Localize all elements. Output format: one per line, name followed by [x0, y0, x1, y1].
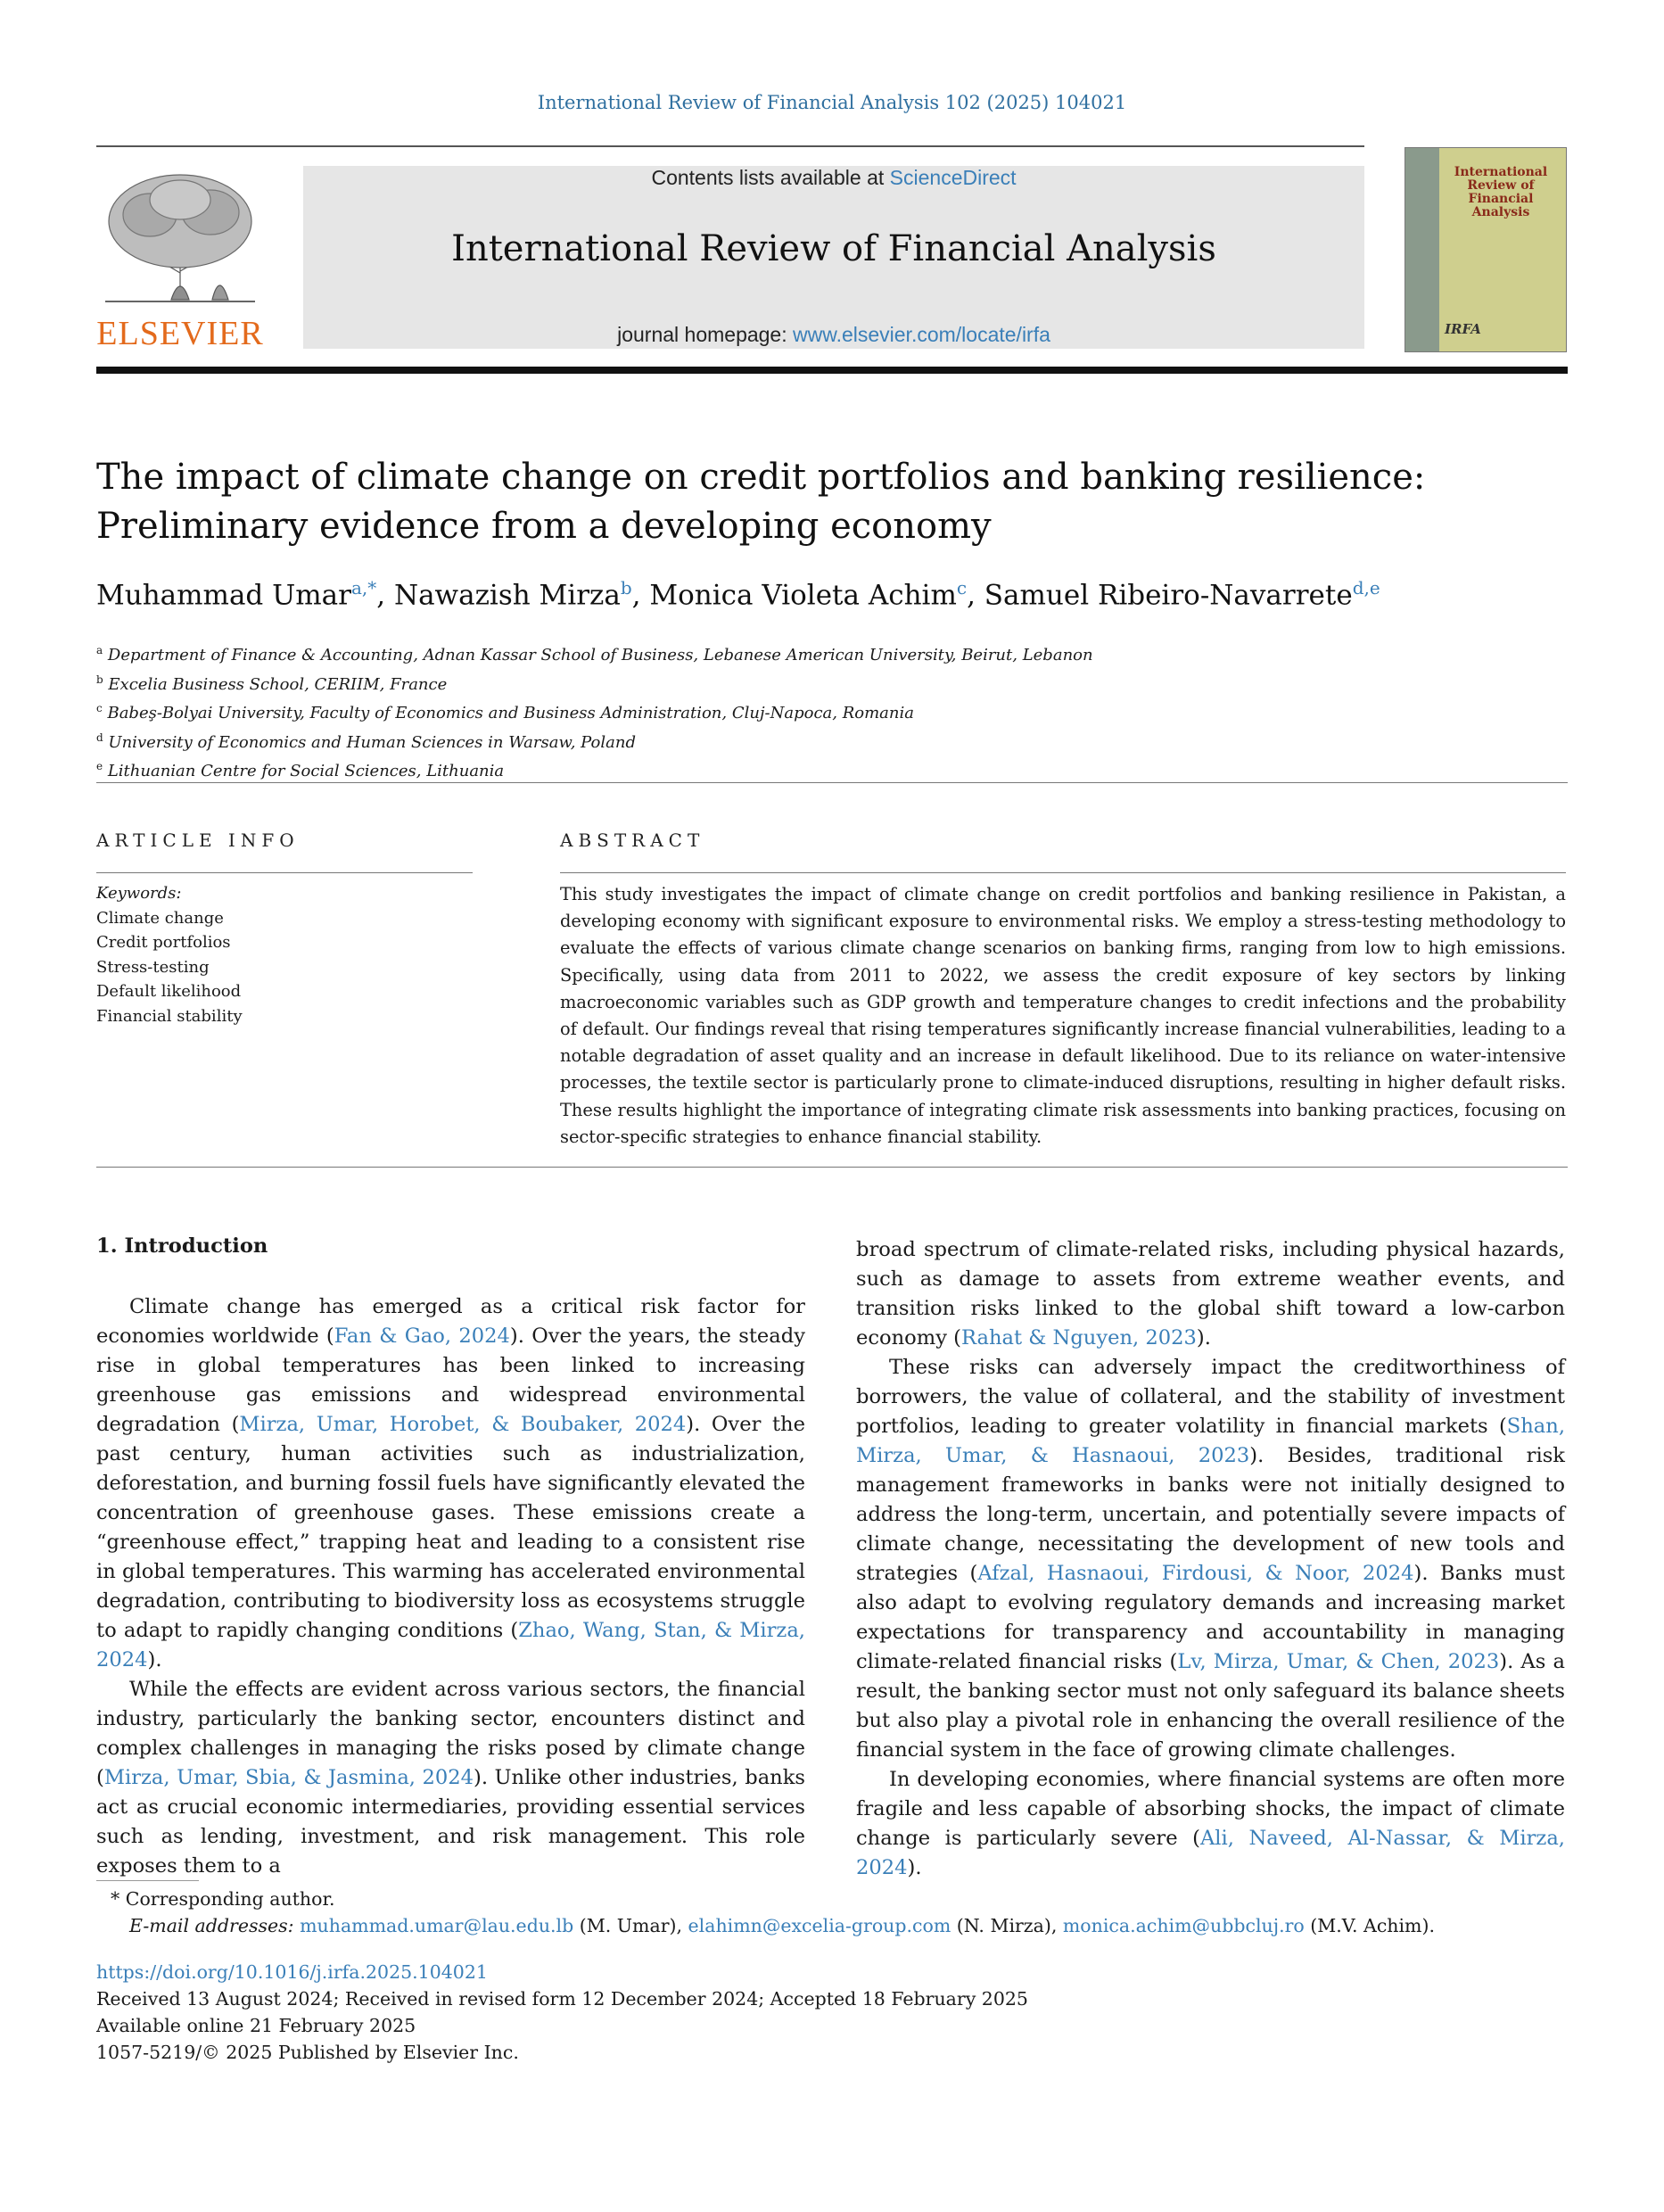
author-affiliation-marker[interactable]: c	[956, 577, 968, 598]
email-note	[96, 1912, 1568, 1939]
abstract-rule	[560, 872, 1566, 873]
section-divider	[96, 782, 1568, 783]
contents-line	[303, 166, 1364, 190]
body-paragraph	[96, 1675, 805, 1881]
email-label: E-mail addresses:	[129, 1915, 294, 1936]
author-name[interactable]: Nawazish Mirza	[393, 579, 621, 612]
abstract-bottom-rule	[96, 1167, 1568, 1168]
body-paragraph	[856, 1765, 1565, 1883]
cover-title: International Review of Financial Analysis	[1454, 165, 1548, 219]
body-paragraph	[856, 1235, 1565, 1353]
author-affiliation-marker[interactable]: a,*	[350, 577, 377, 598]
copyright-line: 1057-5219/© 2025 Published by Elsevier Inc.	[96, 2042, 519, 2063]
footnotes	[96, 1886, 1568, 1939]
author-name[interactable]: Samuel Ribeiro-Navarrete	[984, 579, 1353, 612]
keyword-item: Default likelihood	[96, 982, 242, 1001]
footnote-rule	[96, 1880, 199, 1881]
keyword-item: Stress-testing	[96, 957, 210, 977]
citation-link[interactable]: Afzal, Hasnaoui, Firdousi, & Noor, 2024	[977, 1562, 1414, 1585]
journal-title: International Review of Financial Analysis	[451, 228, 1216, 269]
author-affiliation-marker[interactable]: d,e	[1352, 577, 1380, 598]
body-text: ).	[147, 1648, 162, 1671]
cover-strip	[1405, 148, 1439, 351]
journal-cover-thumbnail[interactable]	[1405, 147, 1567, 352]
cover-abbreviation: IRFA	[1445, 321, 1481, 337]
title-line-1: The impact of climate change on credit portfolios and banking resilience:	[96, 457, 1426, 498]
corresponding-author-note	[96, 1886, 1568, 1912]
email-owner: (M.V. Achim).	[1304, 1915, 1436, 1936]
affiliation-item	[96, 639, 1568, 668]
affiliation-text: Department of Finance & Accounting, Adnan Kassar School of Business, Lebanese American University, Beirut, Lebanon	[107, 646, 1093, 664]
email-link[interactable]: muhammad.umar@lau.edu.lb	[300, 1915, 574, 1936]
affiliation-mark: e	[96, 760, 103, 772]
citation-link[interactable]: Fan & Gao, 2024	[334, 1325, 510, 1348]
email-link[interactable]: monica.achim@ubbcluj.ro	[1062, 1915, 1305, 1936]
homepage-line	[303, 323, 1364, 347]
body-text: ). Over the years, the steady rise in global temperatures has been linked to increasing greenhouse gas emissions and widespread environmental degradation (	[96, 1325, 805, 1436]
article-info-heading: ARTICLE INFO	[96, 830, 300, 851]
keywords-block	[96, 881, 471, 1028]
affiliation-item	[96, 726, 1568, 755]
email-owner: (M. Umar),	[573, 1915, 688, 1936]
footnote-mark: *	[111, 1888, 120, 1910]
affiliation-mark: c	[96, 702, 103, 714]
body-paragraph	[856, 1353, 1565, 1765]
affiliation-mark: d	[96, 730, 103, 744]
citation-link[interactable]: Mirza, Umar, Sbia, & Jasmina, 2024	[103, 1766, 474, 1789]
body-text: ). Besides, traditional risk management frameworks in banks were not initially designed to address the long-term, uncertain, and potentially severe impacts of climate change, necessitating the development of new tools and strategies (	[856, 1444, 1565, 1585]
body-text: ). Over the past century, human activities such as industrialization, deforestation, and burning fossil fuels have significantly elevated the concentration of greenhouse gases. These emissions create a “greenhouse effect,” trapping heat and leading to a consistent rise in global temperatures. This warming has accelerated environmental degradation, contributing to biodiversity loss as ecosystems struggle to adapt to rapidly changing conditions (	[96, 1413, 805, 1642]
abstract-heading: ABSTRACT	[560, 830, 705, 851]
available-online: Available online 21 February 2025	[96, 2015, 416, 2036]
body-text: While the effects are evident across various sectors, the financial industry, particularly the banking sector, encounters distinct and complex challenges in managing the risks posed by climate change (	[96, 1678, 805, 1789]
affiliation-item	[96, 755, 1568, 784]
body-paragraph	[96, 1292, 805, 1675]
title-line-2: Preliminary evidence from a developing economy	[96, 506, 992, 547]
citation-link[interactable]: Mirza, Umar, Horobet, & Boubaker, 2024	[239, 1413, 687, 1436]
affiliation-mark: b	[96, 673, 103, 686]
author-separator: ,	[631, 579, 650, 612]
body-text: ).	[907, 1856, 922, 1879]
doi-link[interactable]: https://doi.org/10.1016/j.irfa.2025.104021	[96, 1961, 488, 1983]
author-list	[96, 577, 1568, 611]
journal-masthead	[303, 166, 1364, 349]
affiliation-text: Excelia Business School, CERIIM, France	[108, 674, 448, 694]
tree-logo-icon	[96, 166, 264, 309]
keywords-label: Keywords:	[96, 884, 182, 903]
contents-prefix: Contents lists available at	[651, 166, 890, 189]
body-text: In developing economies, where financial systems are often more fragile and less capable of absorbing shocks, the impact of climate change is particularly severe (	[856, 1768, 1565, 1850]
affiliation-text: University of Economics and Human Sciences in Warsaw, Poland	[108, 732, 636, 752]
citation-link[interactable]: Rahat & Nguyen, 2023	[960, 1326, 1197, 1349]
footnote-text: Corresponding author.	[125, 1888, 335, 1910]
author-affiliation-marker[interactable]: b	[620, 577, 632, 598]
homepage-link[interactable]: www.elsevier.com/locate/irfa	[793, 323, 1050, 346]
homepage-prefix: journal homepage:	[617, 323, 794, 346]
elsevier-logo[interactable]	[96, 166, 264, 353]
body-column-left	[96, 1292, 805, 1881]
body-text: ). Unlike other industries, banks act as crucial economic intermediaries, providing essential services such as lending, investment, and risk management. This role exposes them to a	[96, 1766, 805, 1878]
citation-link[interactable]: Ali, Naveed, Al-Nassar, & Mirza, 2024	[856, 1827, 1565, 1879]
article-title	[96, 453, 1568, 551]
affiliation-mark: a	[96, 644, 103, 656]
history-dates: Received 13 August 2024; Received in revised form 12 December 2024; Accepted 18 February 2025	[96, 1988, 1028, 2010]
keyword-item: Climate change	[96, 908, 224, 928]
header-rule	[96, 145, 1364, 147]
abstract-text: This study investigates the impact of climate change on credit portfolios and banking resilience in Pakistan, a developing economy with significant exposure to environmental risks. We employ a stress-testing methodology to evaluate the effects of various climate change scenarios on banking firms, ranging from low to high emissions. Specifically, using data from 2011 to 2022, we assess the credit exposure of key sectors by linking macroeconomic variables such as GDP growth and temperature changes to credit infections and the probability of default. Our findings reveal that rising temperatures significantly increase financial vulnerabilities, leading to a notable degradation of asset quality and an increase in default likelihood. Due to its reliance on water-intensive processes, the textile sector is particularly prone to climate-induced disruptions, resulting in higher default risks. These results highlight the importance of integrating climate risk assessments into banking practices, focusing on sector-specific strategies to enhance financial stability.	[560, 884, 1566, 1147]
affiliation-text: Babeş-Bolyai University, Faculty of Economics and Business Administration, Cluj-Napoca, Romania	[107, 704, 914, 722]
email-link[interactable]: elahimn@excelia-group.com	[688, 1915, 951, 1936]
introduction-heading: 1. Introduction	[96, 1234, 268, 1258]
author-name[interactable]: Monica Violeta Achim	[649, 579, 957, 612]
author-name[interactable]: Muhammad Umar	[96, 579, 351, 612]
journal-reference[interactable]: International Review of Financial Analysis 102 (2025) 104021	[537, 92, 1127, 113]
citation-link[interactable]: Zhao, Wang, Stan, & Mirza, 2024	[96, 1619, 805, 1671]
body-column-right	[856, 1235, 1565, 1883]
keyword-item: Credit portfolios	[96, 933, 231, 952]
body-text: broad spectrum of climate-related risks, including physical hazards, such as damage to assets from extreme weather events, and transition risks linked to the global shift toward a low-carbon economy (	[856, 1238, 1565, 1349]
keyword-item: Financial stability	[96, 1006, 243, 1026]
citation-link[interactable]: Lv, Mirza, Umar, & Chen, 2023	[1177, 1650, 1500, 1673]
affiliation-list	[96, 639, 1568, 784]
body-text: ). As a result, the banking sector must not only safeguard its balance sheets but also play a pivotal role in enhancing the overall resilience of the financial system in the face of growing climate challenges.	[856, 1650, 1565, 1762]
body-text: ). Banks must also adapt to evolving regulatory demands and increasing market expectations for transparency and accountability in managing climate-related financial risks (	[856, 1562, 1566, 1673]
body-text: ).	[1196, 1326, 1211, 1349]
affiliation-item	[96, 697, 1568, 726]
email-owner: (N. Mirza),	[951, 1915, 1063, 1936]
affiliation-item	[96, 668, 1568, 697]
sciencedirect-link[interactable]: ScienceDirect	[889, 166, 1017, 189]
author-separator: ,	[967, 579, 984, 612]
article-metadata	[96, 1959, 1568, 2066]
affiliation-text: Lithuanian Centre for Social Sciences, Lithuania	[107, 762, 505, 780]
author-separator: ,	[376, 579, 394, 612]
elsevier-wordmark: ELSEVIER	[96, 315, 264, 352]
body-text: Climate change has emerged as a critical risk factor for economies worldwide (	[96, 1295, 805, 1348]
article-info-rule	[96, 872, 473, 873]
masthead-divider	[96, 367, 1568, 374]
body-text: These risks can adversely impact the creditworthiness of borrowers, the value of collateral, and the stability of investment portfolios, leading to greater volatility in financial markets (	[856, 1356, 1565, 1438]
citation-link[interactable]: Shan, Mirza, Umar, & Hasnaoui, 2023	[856, 1415, 1565, 1467]
